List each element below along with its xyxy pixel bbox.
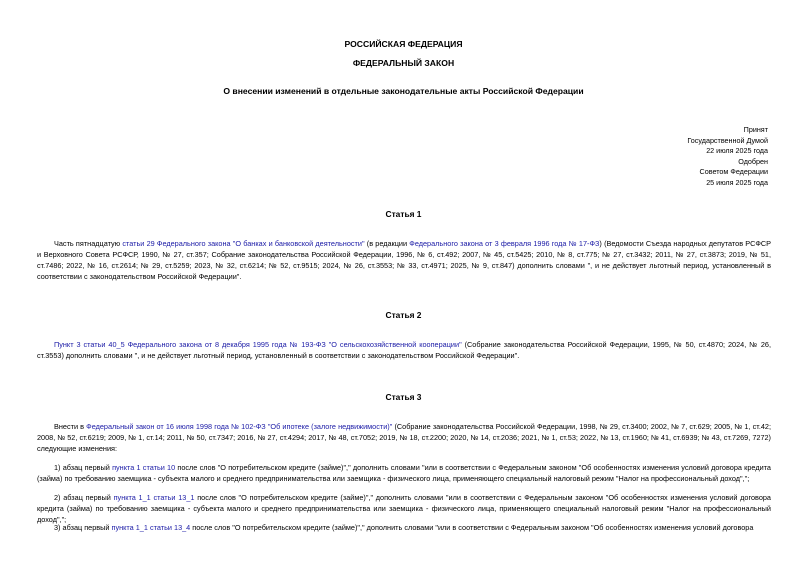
law-title: О внесении изменений в отдельные законодательные акты Российской Федерации xyxy=(223,86,584,96)
text: (в редакции xyxy=(364,239,410,248)
article-3-item-1 xyxy=(37,462,771,484)
link-item-1[interactable]: пункта 1 статьи 10 xyxy=(112,463,176,472)
law-type-heading: ФЕДЕРАЛЬНЫЙ ЗАКОН xyxy=(352,58,455,68)
text: 2) абзац первый xyxy=(54,493,114,502)
article-2-heading: Статья 2 xyxy=(385,310,422,320)
adoption-block xyxy=(687,125,768,189)
article-3-intro xyxy=(37,421,771,454)
text: ) (Ведомости Съезда народных депутатов РСФСР и Верховного Совета РСФСР, 1990, № 27, ст.357; Собрание законодательства Российской Федерации, 1996, № 6, ст.492; 2007, № 45, ст.5425; 2010, № 8, ст.775; № 27, ст.3432; 2011, № 27, ст.3873; 2019, № 51, ст.7486; 2022, № 16, ст.2614; № 29, ст.5259; 2023, № 32, ст.6214; № 52, ст.9515; 2024, № 26, ст.3553; № 33, ст.4971; 2025, № 9, ст.847) дополнить словами ", и не действует льготный период, установленный в соответствии с законодательством Российской Федерации". xyxy=(37,239,772,281)
adoption-line: 22 июля 2025 года xyxy=(706,146,768,156)
text: Часть пятнадцатую xyxy=(54,239,123,248)
link-coop-law[interactable]: Пункт 3 статьи 40_5 Федерального закона от 8 декабря 1995 года № 193-ФЗ "О сельскохозяйственной кооперации" xyxy=(54,340,462,349)
adoption-line: Принят xyxy=(743,125,768,134)
text: Внести в xyxy=(54,422,87,431)
link-law-17fz[interactable]: Федерального закона от 3 февраля 1996 года № 17-ФЗ xyxy=(409,239,600,248)
article-3-item-3 xyxy=(37,522,771,533)
text: 1) абзац первый xyxy=(54,463,113,472)
article-1-text xyxy=(37,238,771,282)
country-heading: РОССИЙСКАЯ ФЕДЕРАЦИЯ xyxy=(344,39,463,49)
adoption-line: Государственной Думой xyxy=(687,135,768,145)
text: (Собрание законодательства Российской Федерации, 1995, № 50, ст.4870; 2024, № 26, ст.3553) дополнить словами ", и не действует льготный период, установленный в соответствии с законодательством Российской Федерации". xyxy=(37,340,771,360)
text: (Собрание законодательства Российской Федерации, 1998, № 29, ст.3400; 2002, № 7, ст.629; 2005, № 1, ст.42; 2008, № 52, ст.6219; 2009, № 1, ст.14; 2011, № 50, ст.7347; 2016, № 27, ст.4294; 2017, № 48, ст.7052; 2019, № 18, ст.2200; 2020, № 14, ст.2036; 2021, № 1, ст.53; 2022, № 13, ст.1960; № 41, ст.6939; № 43, ст.7269, 7272) следующие изменения: xyxy=(37,422,771,453)
text: после слов "О потребительском кредите (займе)"," дополнить словами "или в соответствии с Федеральным законом "Об особенностях изменения условий договора кредита (займа) по требованию заемщика - субъекта малого и среднего предпринимательства или заемщика - физического лица, применяющего специальный налоговый режим "Налог на профессиональный доход","; xyxy=(37,463,771,483)
link-item-2[interactable]: пункта 1_1 статьи 13_1 xyxy=(113,493,195,502)
article-1-heading: Статья 1 xyxy=(385,209,422,219)
adoption-line: Одобрен xyxy=(738,156,768,166)
text: после слов "О потребительском кредите (займе)"," дополнить словами "или в соответствии с Федеральным законом "Об особенностях изменения условий договора xyxy=(190,523,754,532)
link-bank-law[interactable]: статьи 29 Федерального закона "О банках и банковской деятельности" xyxy=(122,239,365,248)
text: после слов "О потребительском кредите (займе)"," дополнить словами "или в соответствии с Федеральным законом "Об особенностях изменения условий договора кредита (займа) по требованию заемщика - субъекта малого и среднего предпринимательства или заемщика - физического лица, применяющего специальный налоговый режим "Налог на профессиональный доход","; xyxy=(37,493,771,524)
article-3-heading: Статья 3 xyxy=(385,392,422,402)
link-item-3[interactable]: пункта 1_1 статьи 13_4 xyxy=(111,523,191,532)
adoption-line: 25 июля 2025 года xyxy=(706,177,768,187)
adoption-line: Советом Федерации xyxy=(699,167,768,177)
text: 3) абзац первый xyxy=(54,523,112,532)
link-mortgage-law[interactable]: Федеральный закон от 16 июля 1998 года № 102-ФЗ "Об ипотеке (залоге недвижимости)" xyxy=(86,422,393,431)
article-2-text xyxy=(37,339,771,361)
article-3-item-2 xyxy=(37,492,771,525)
